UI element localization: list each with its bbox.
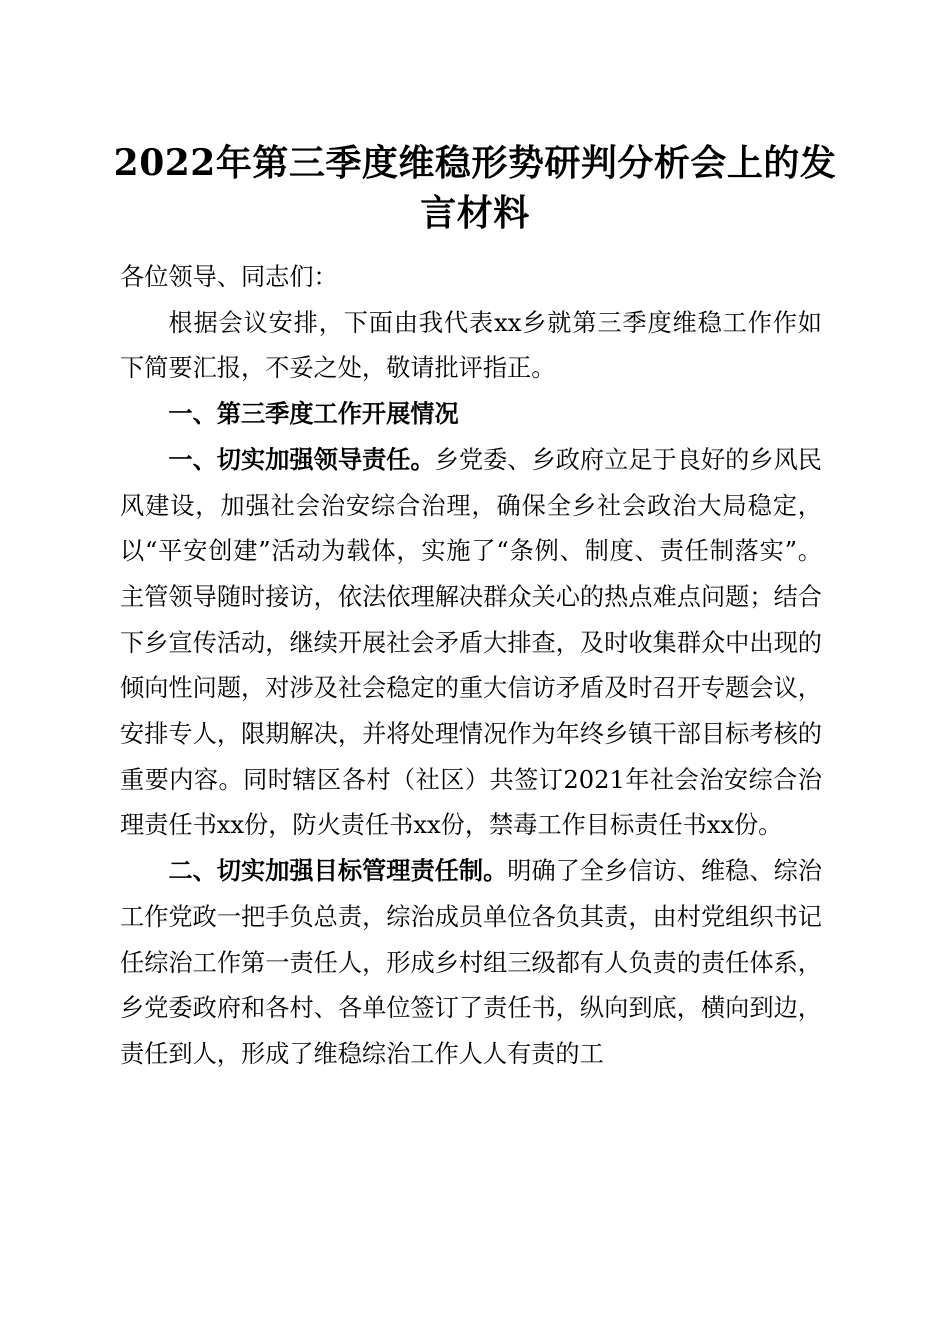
paragraph-target-management	[120, 849, 822, 1078]
salutation: 各位领导、同志们：	[120, 263, 338, 291]
paragraph-lead: 一、切实加强领导责任。	[168, 445, 435, 474]
document-body	[120, 255, 822, 1078]
intro-paragraph: 根据会议安排，下面由我代表xx乡就第三季度维稳工作作如下简要汇报，不妥之处，敬请批评指正。	[120, 308, 822, 383]
document-title: 2022年第三季度维稳形势研判分析会上的发言材料	[113, 142, 837, 234]
paragraph-lead: 二、切实加强目标管理责任制。	[168, 857, 508, 886]
paragraph-text: 明确了全乡信访、维稳、综治工作党政一把手负总责，综治成员单位各负其责，由村党组织书记任综治工作第一责任人，形成乡村组三级都有人负责的责任体系，乡党委政府和各村、各单位签订了责任书，纵向到底，横向到边，责任到人，形成了维稳综治工作人人有责的工	[120, 857, 822, 1068]
section-heading: 一、第三季度工作开展情况	[168, 400, 459, 429]
paragraph-text: 乡党委、乡政府立足于良好的乡风民风建设，加强社会治安综合治理，确保全乡社会政治大局稳定，以“平安创建”活动为载体，实施了“条例、制度、责任制落实”。主管领导随时接访，依法依理解决群众关心的热点难点问题；结合下乡宣传活动，继续开展社会矛盾大排查，及时收集群众中出现的倾向性问题，对涉及社会稳定的重大信访矛盾及时召开专题会议，安排专人，限期解决，并将处理情况作为年终乡镇干部目标考核的重要内容。同时辖区各村（社区）共签订2021年社会治安综合治理责任书xx份，防火责任书xx份，禁毒工作目标责任书xx份。	[120, 445, 822, 840]
paragraph-leadership	[120, 438, 822, 849]
